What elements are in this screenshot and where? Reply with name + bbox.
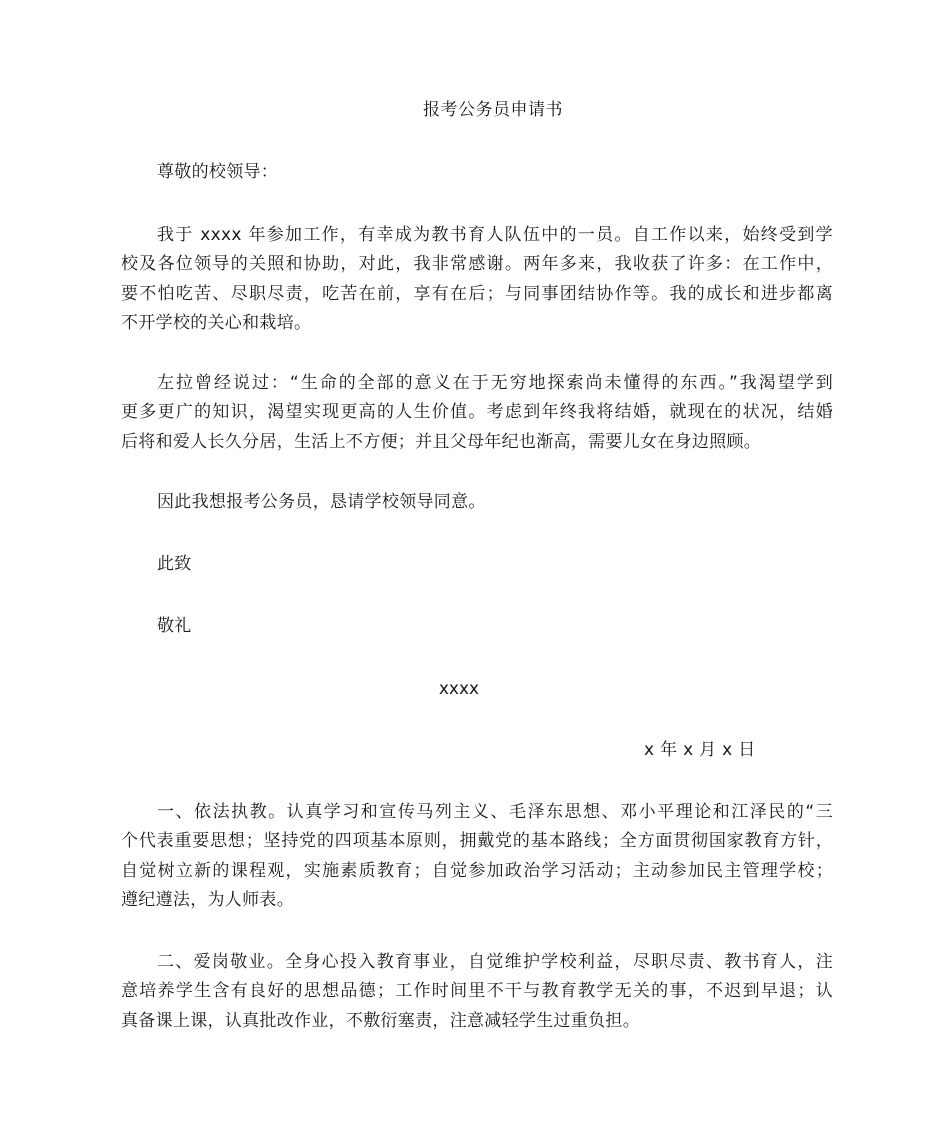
- paragraph-1-line-4: 不开学校的关心和栽培。: [121, 312, 312, 333]
- paragraph-1-line-3: 要不怕吃苦、尽职尽责，吃苦在前，享有在后；与同事团结协作等。我的成长和进步都离: [121, 283, 833, 304]
- paragraph-5-line-1: 二、爱岗敬业。全身心投入教育事业，自觉维护学校利益，尽职尽责、教书育人，注: [157, 952, 833, 972]
- paragraph-2: [121, 369, 833, 457]
- signature: xxxx: [438, 679, 480, 699]
- date: x 年 x 月 x 日: [644, 740, 756, 760]
- paragraph-4-line-2: 个代表重要思想；坚持党的四项基本原则，拥戴党的基本路线；全方面贯彻国家教育方针，: [121, 831, 833, 852]
- paragraph-2-line-3: 后将和爱人长久分居，生活上不方便；并且父母年纪也渐高，需要儿女在身边照顾。: [121, 431, 762, 452]
- paragraph-5-line-3: 真备课上课，认真批改作业，不敷衍塞责，注意减轻学生过重负担。: [121, 1010, 640, 1031]
- paragraph-2-line-2: 更多更广的知识，渴望实现更高的人生价值。考虑到年终我将结婚，就现在的状况，结婚: [121, 402, 833, 423]
- paragraph-3: 因此我想报考公务员，恳请学校领导同意。: [157, 492, 486, 512]
- paragraph-5-line-2: 意培养学生含有良好的思想品德；工作时间里不干与教育教学无关的事，不迟到早退；认: [121, 981, 833, 1002]
- document-title: 报考公务员申请书: [423, 100, 563, 120]
- paragraph-1: [121, 221, 833, 338]
- paragraph-1-line-2: 校及各位领导的关照和协助，对此，我非常感谢。两年多来，我收获了许多：在工作中，: [121, 254, 833, 275]
- paragraph-4-line-3: 自觉树立新的课程观，实施素质教育；自觉参加政治学习活动；主动参加民主管理学校；: [121, 860, 833, 881]
- paragraph-4-line-4: 遵纪遵法，为人师表。: [121, 889, 294, 910]
- paragraph-1-line-1: 我于 xxxx 年参加工作，有幸成为教书育人队伍中的一员。自工作以来，始终受到学: [157, 225, 833, 245]
- paragraph-5: [121, 948, 833, 1036]
- closing-1: 此致: [157, 554, 192, 574]
- paragraph-2-line-1: 左拉曾经说过：“生命的全部的意义在于无穷地探索尚未懂得的东西。”我渴望学到: [157, 373, 833, 393]
- salutation: 尊敬的校领导：: [157, 162, 279, 182]
- paragraph-4-line-1: 一、依法执教。认真学习和宣传马列主义、毛泽东思想、邓小平理论和江泽民的“三: [157, 802, 833, 822]
- paragraph-4: [121, 798, 833, 915]
- closing-2: 敬礼: [157, 616, 192, 636]
